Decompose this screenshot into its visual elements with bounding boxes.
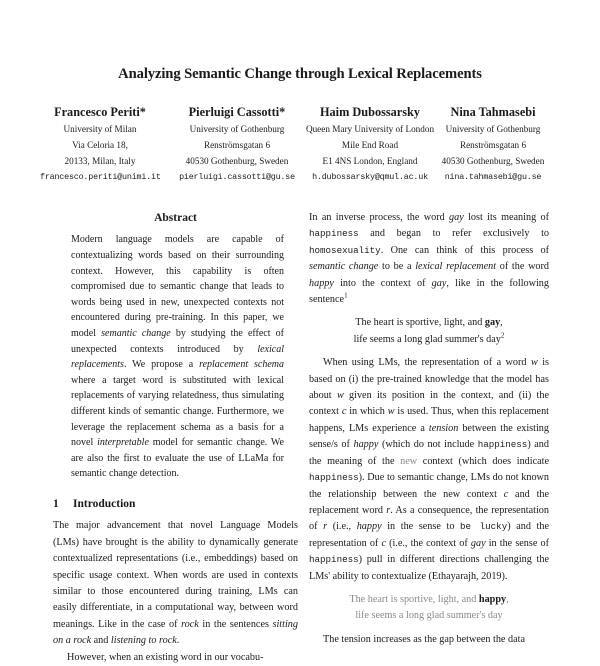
author-affiliation: University of Gothenburg [445,124,541,134]
author-email[interactable]: francesco.periti@unimi.it [40,172,161,182]
author-1 [40,104,160,185]
author-address: 40530 Gothenburg, Sweden [185,156,289,166]
intro-paragraph-1: The major advancement that novel Language Models (LMs) have brought is the ability to dynamically generate contextualized representations (i.e., embeddings) based on specific usage context. When words are used in contexts similar to those encountered during training, LMs can easily differentiate, in a computational way, between word meanings. Like in the case of rock in the sentences sitting on a rock and listening to rock. [53,520,298,647]
author-address: Via Celoria 18, [72,140,128,150]
author-address: Renströmsgatan 6 [459,140,527,150]
author-name: Haim Dubossarsky [319,105,421,119]
author-affiliation: University of Milan [63,124,137,134]
author-name: Pierluigi Cassotti* [188,105,286,119]
quote-original: The heart is sportive, light, and gay, life seems a long glad summer's day$^2$ [353,317,505,345]
author-affiliation: Queen Mary University of London [305,124,435,134]
left-column [53,210,298,666]
author-address: Renströmsgatan 6 [203,140,271,150]
author-2 [177,104,297,185]
right-paragraph-3: The tension increases as the gap between the data [323,633,525,645]
author-email[interactable]: nina.tahmasebi@gu.se [444,172,542,182]
author-address: 20133, Milan, Italy [64,156,136,166]
author-email[interactable]: pierluigi.cassotti@gu.se [179,172,295,182]
paper-title: Analyzing Semantic Change through Lexical Replacements [118,66,482,82]
author-3 [295,104,445,185]
author-name: Francesco Periti* [54,105,146,119]
author-affiliation: University of Gothenburg [189,124,285,134]
author-4 [433,104,553,185]
intro-paragraph-2: However, when an existing word in our vocabu- [67,651,264,663]
author-address: 40530 Gothenburg, Sweden [441,156,545,166]
quote-replaced: The heart is sportive, light, and happy, life seems a long glad summer's day [349,593,509,622]
abstract-body: Modern language models are capable of contextualizing words based on their surrounding context. However, this capability is often compromised due to semantic change that leads to words being used in new, unexpected contexts not encountered during pre-training. In this paper, we model semantic change by studying the effect of unexpected contexts introduced by lexical replacements. We propose a replacement schema where a target word is substituted with lexical replacements of varying relatedness, thus simulating different kinds of semantic change. Furthermore, we leverage the replacement schema as a basis for a novel interpretable model for semantic change. We are also the first to evaluate the use of LLaMa for semantic change detection. [71,234,285,480]
author-address: Mile End Road [341,140,399,150]
right-column [309,210,549,648]
right-paragraph-1: In an inverse process, the word gay lost its meaning of happiness and began to refer exclusively to homosexuality. One can think of this process of semantic change to be a lexical replacement of the word happy into the context of gay, like in the following sentence$^1$ [309,212,550,306]
abstract-heading: Abstract [154,212,197,224]
right-paragraph-2: When using LMs, the representation of a word w is based on (i) the pre-trained knowledge that the model has about w given its position in the context, and (ii) the context c in which w is used. Thus, when this replacement happens, LMs experience a tension between the existing sense/s of happy (which do not include happiness) and the meaning of the new context (which does indicate happiness). Due to semantic change, LMs do not known the relationship between the new context c and the replacement word r. As a consequence, the representation of r (i.e., happy in the sense to be lucky) and the representation of c (i.e., the context of gay in the sense of happiness) pull in different directions challenging the LMs' ability to contextualize (Ethayarajh, 2019). [309,357,550,582]
author-name: Nina Tahmasebi [450,105,536,119]
author-email[interactable]: h.dubossarsky@qmul.ac.uk [312,172,428,182]
section-heading-introduction: 1 Introduction [53,497,136,510]
author-address: E1 4NS London, England [322,156,418,166]
footnote-marker[interactable]: 2 [500,331,505,340]
footnote-marker[interactable]: 1 [344,291,348,300]
